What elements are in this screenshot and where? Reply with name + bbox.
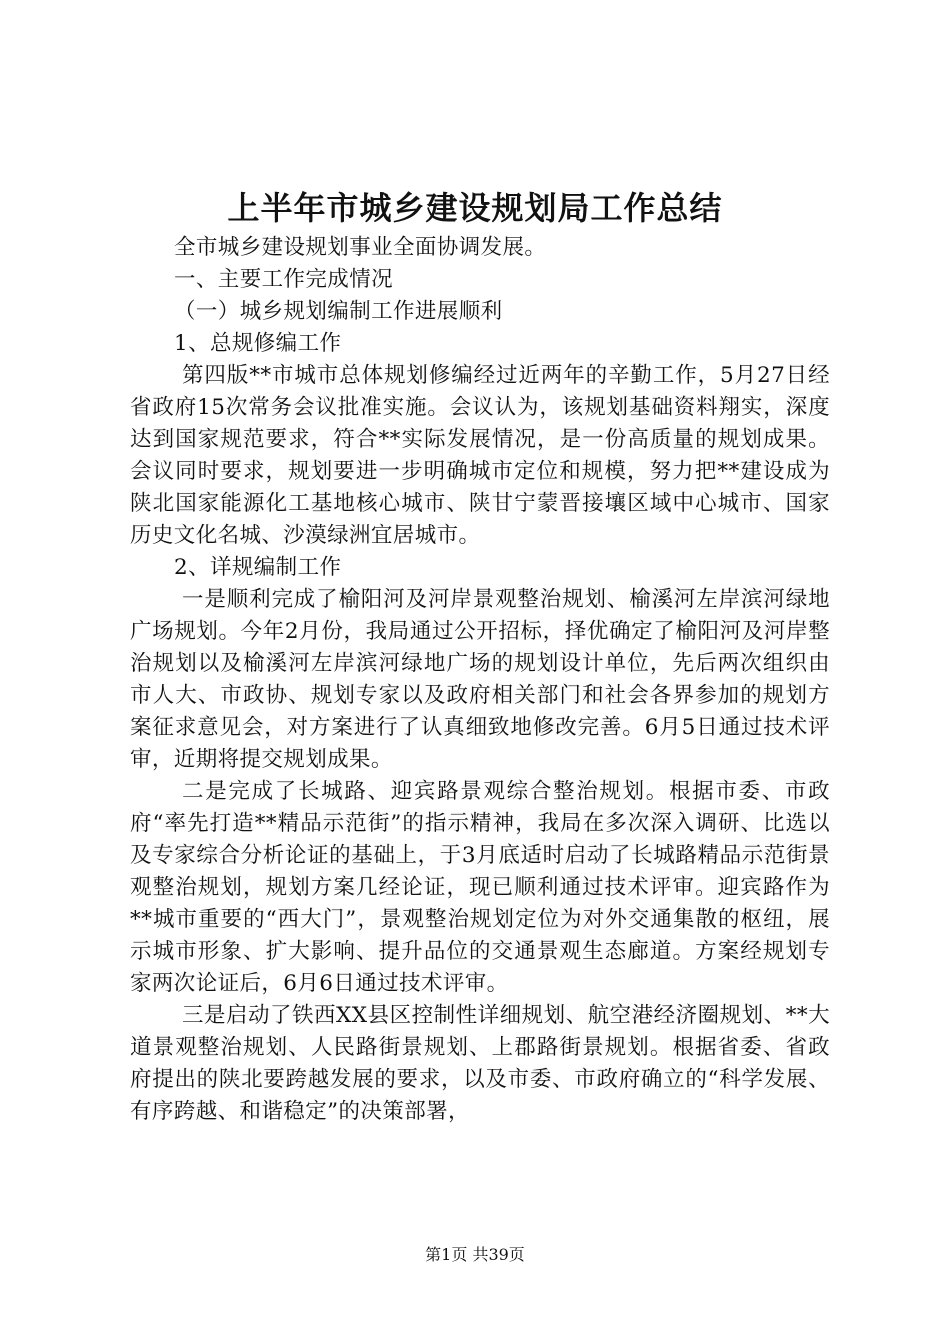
subsection-heading-planning: （一）城乡规划编制工作进展顺利 <box>174 299 503 324</box>
item-heading-detailed-plan: 2、详规编制工作 <box>174 555 342 580</box>
paragraph-detailed-plan-2: 二是完成了长城路、迎宾路景观综合整治规划。根据市委、市政府“率先打造**精品示范街”的指示精神，我局在多次深入调研、比选以及专家综合分析论证的基础上，于3月底适时启动了长城路精品示范街景观整治规划，规划方案几经论证，现已顺利通过技术评审。迎宾路作为**城市重要的“西大门”，景观整治规划定位为对外交通集散的枢纽，展示城市形象、扩大影响、提升品位的交通景观生态廊道。方案经规划专家两次论证后，6月6日通过技术评审。 <box>130 779 830 996</box>
document-title: 上半年市城乡建设规划局工作总结 <box>227 189 723 227</box>
document-body <box>130 232 830 1128</box>
page-number-footer: 第1页 共39页 <box>425 1245 525 1264</box>
paragraph-detailed-plan-1: 一是顺利完成了榆阳河及河岸景观整治规划、榆溪河左岸滨河绿地广场规划。今年2月份，我局通过公开招标，择优确定了榆阳河及河岸整治规划以及榆溪河左岸滨河绿地广场的规划设计单位，先后两次组织由市人大、市政协、规划专家以及政府相关部门和社会各界参加的规划方案征求意见会，对方案进行了认真细致地修改完善。6月5日通过技术评审，近期将提交规划成果。 <box>130 587 830 772</box>
paragraph-detailed-plan-3: 三是启动了铁西XX县区控制性详细规划、航空港经济圈规划、**大道景观整治规划、人民路街景规划、上郡路街景规划。根据省委、省政府提出的陕北要跨越发展的要求，以及市委、市政府确立的“科学发展、有序跨越、和谐稳定”的决策部署， <box>130 1003 830 1124</box>
item-heading-master-plan: 1、总规修编工作 <box>174 331 342 356</box>
intro-paragraph: 全市城乡建设规划事业全面协调发展。 <box>174 235 547 260</box>
paragraph-master-plan: 第四版**市城市总体规划修编经过近两年的辛勤工作，5月27日经省政府15次常务会议批准实施。会议认为，该规划基础资料翔实，深度达到国家规范要求，符合**实际发展情况，是一份高质量的规划成果。会议同时要求，规划要进一步明确城市定位和规模，努力把**建设成为陕北国家能源化工基地核心城市、陕甘宁蒙晋接壤区域中心城市、国家历史文化名城、沙漠绿洲宜居城市。 <box>130 363 830 548</box>
section-heading-main-work: 一、主要工作完成情况 <box>174 267 394 292</box>
